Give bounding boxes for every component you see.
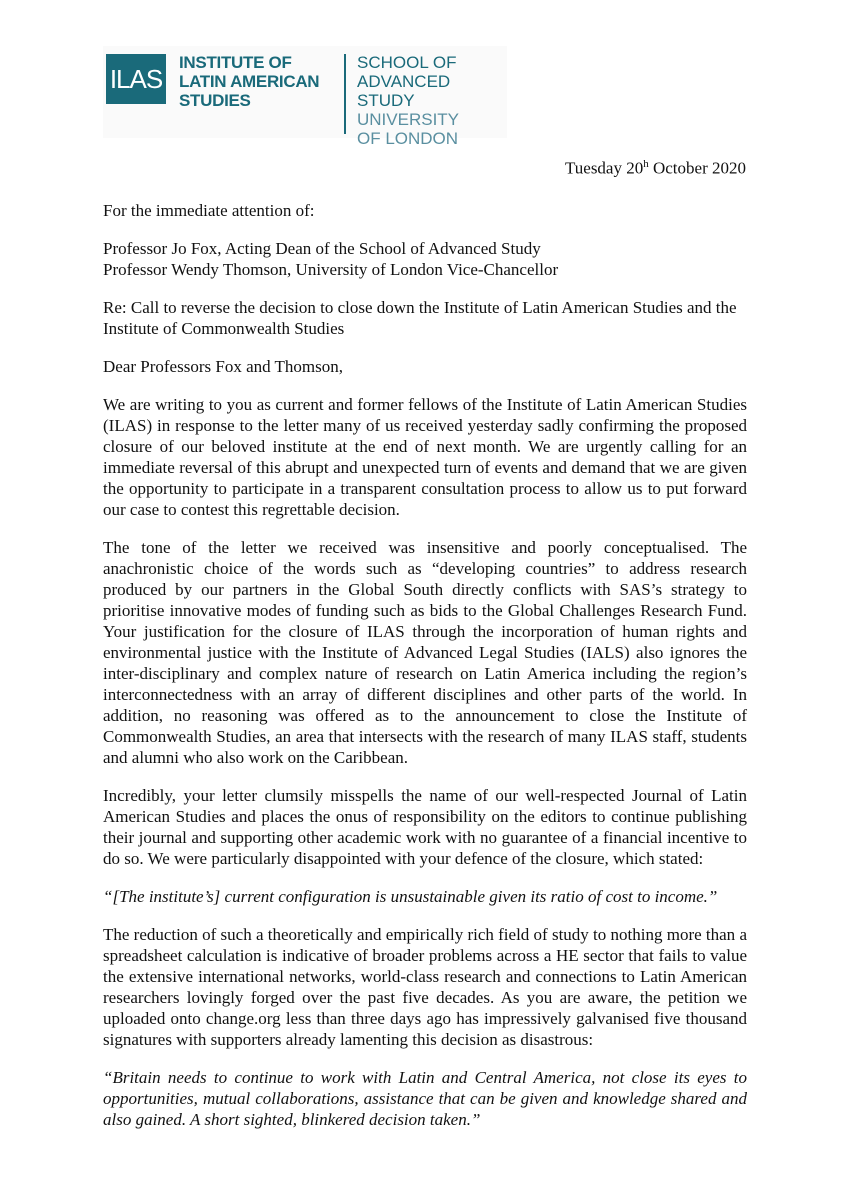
school-name-line: ADVANCED STUDY	[357, 72, 451, 110]
quote: “[The institute’s] current configuration is unsustainable given its ratio of cost to income.”	[103, 887, 718, 906]
attention-line: For the immediate attention of:	[103, 201, 315, 220]
date-prefix: Tuesday 20	[564, 158, 644, 178]
body-paragraph: The tone of the letter we received was insensitive and poorly conceptualised. The anachronistic choice of the words such as “developing countries” to address research produced by our partners in the Global South directly conflicts with SAS’s strategy to prioritise innovative modes of funding such as bids to the Global Challenges Research Fund. Your justification for the closure of ILAS through the incorporation of human rights and environmental justice with the Institute of Advanced Legal Studies (IALS) also ignores the inter-disciplinary and complex nature of research on Latin America including the region’s interconnectedness with an array of different disciplines and other parts of the world. In addition, no reasoning was offered as to the announcement to close the Institute of Commonwealth Studies, an area that intersects with the research of many ILAS staff, students and alumni who also work on the Caribbean.	[103, 538, 747, 767]
date-superscript: h	[643, 158, 649, 170]
letter-body	[103, 200, 747, 1147]
institute-name-line: LATIN AMERICAN	[179, 72, 320, 91]
university-name-line: OF LONDON	[357, 129, 459, 148]
recipient-line: Professor Jo Fox, Acting Dean of the School of Advanced Study	[103, 239, 541, 258]
body-paragraph: The reduction of such a theoretically and empirically rich field of study to nothing more than a spreadsheet calculation is indicative of broader problems across a HE sector that fails to value the extensive international networks, world-class research and connections to Latin American researchers lovingly forged over the past five decades. As you are aware, the petition we uploaded onto change.org less than three days ago has impressively galvanised five thousand signatures with supporters already lamenting this decision as disastrous:	[103, 925, 747, 1049]
school-name	[357, 53, 507, 148]
institute-name-line: STUDIES	[179, 91, 251, 110]
date-suffix: October 2020	[648, 158, 746, 178]
letterhead	[103, 46, 507, 148]
institute-name	[179, 53, 319, 110]
body-paragraph: Incredibly, your letter clumsily misspells the name of our well-respected Journal of Latin American Studies and places the onus of responsibility on the editors to continue publishing their journal and supporting other academic work with no guarantee of a financial incentive to do so. We were particularly disappointed with your defence of the closure, which stated:	[103, 786, 747, 868]
quote: “Britain needs to continue to work with Latin and Central America, not close its eyes to opportunities, mutual collaborations, assistance that can be given and knowledge shared and also gained. A short sighted, blinkered decision taken.”	[103, 1068, 747, 1129]
recipient-line: Professor Wendy Thomson, University of London Vice-Chancellor	[103, 260, 559, 279]
salutation: Dear Professors Fox and Thomson,	[103, 357, 344, 376]
recipients	[103, 238, 747, 280]
university-name-line: UNIVERSITY	[357, 110, 460, 129]
ilas-logo: ILAS	[106, 54, 166, 104]
subject-line: Re: Call to reverse the decision to close down the Institute of Latin American Studies and the Institute of Commonwealth Studies	[103, 298, 737, 338]
institute-name-line: INSTITUTE OF	[179, 53, 292, 72]
letterhead-divider	[344, 54, 346, 134]
letter-date	[565, 158, 746, 179]
school-name-line: SCHOOL OF	[357, 53, 457, 72]
body-paragraph: We are writing to you as current and former fellows of the Institute of Latin American Studies (ILAS) in response to the letter many of us received yesterday sadly confirming the proposed closure of our beloved institute at the end of next month. We are urgently calling for an immediate reversal of this abrupt and unexpected turn of events and demand that we are given the opportunity to participate in a transparent consultation process to allow us to put forward our case to contest this regrettable decision.	[103, 395, 747, 519]
